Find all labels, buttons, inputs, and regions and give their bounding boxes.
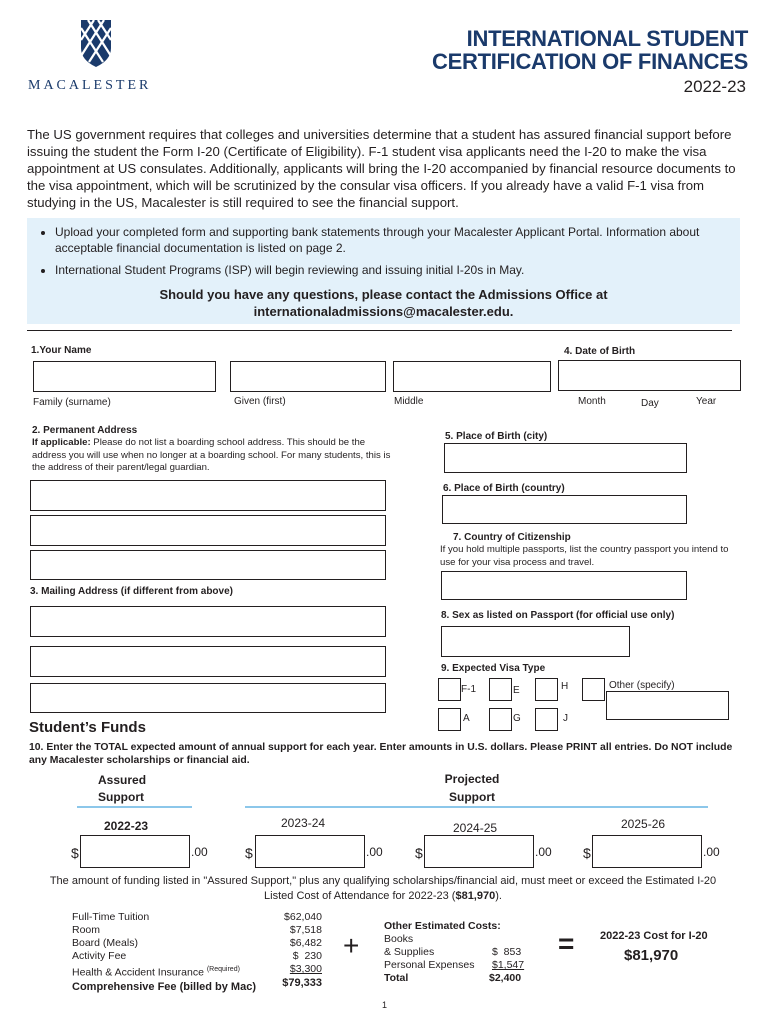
permanent-address-line-3[interactable] xyxy=(30,550,386,580)
visa-other-label: Other (specify) xyxy=(609,680,675,691)
contact-info xyxy=(27,286,740,320)
other-costs-total-amount: $2,400 xyxy=(489,972,522,984)
amount-input-2023-24[interactable] xyxy=(255,835,365,868)
cost-insurance-note: (Required) xyxy=(206,966,240,973)
visa-f1-checkbox[interactable] xyxy=(438,678,461,701)
amount-input-2024-25[interactable] xyxy=(424,835,534,868)
other-costs-personal: Personal Expenses xyxy=(384,959,475,971)
info-box xyxy=(27,218,740,324)
cost-tuition-label: Full-Time Tuition xyxy=(72,911,150,923)
amount-input-2022-23[interactable] xyxy=(80,835,190,868)
visa-e-label: E xyxy=(513,685,520,696)
citizenship-input[interactable] xyxy=(441,571,687,600)
cost-labels xyxy=(72,911,256,994)
funding-note-amount: $81,970 xyxy=(455,890,496,902)
other-costs-books: Books xyxy=(384,933,414,945)
cents-4: .00 xyxy=(703,845,720,859)
dob-heading: 4. Date of Birth xyxy=(564,346,636,357)
cost-insurance-amount: $3,300 xyxy=(289,963,322,975)
title-line-1: INTERNATIONAL STUDENT xyxy=(466,26,748,51)
year-label-4: 2025-26 xyxy=(621,817,666,831)
dob-input[interactable] xyxy=(558,360,741,391)
other-costs-books-amount: $ 853 xyxy=(492,946,522,958)
funding-note-pre: The amount of funding listed in "Assured Support," plus any qualifying scholarships/financial aid, must meet or exceed the Estimated I-20 Listed Cost of Attendance for 2022-23 ( xyxy=(49,875,717,902)
cost-room-amount: $7,518 xyxy=(289,924,322,936)
visa-a-checkbox[interactable] xyxy=(438,708,461,731)
currency-symbol-4: $ xyxy=(583,845,591,861)
cost-room-label: Room xyxy=(72,924,101,936)
citizenship-heading: 7. Country of Citizenship xyxy=(453,532,571,543)
assured-line-1: Assured xyxy=(98,773,147,787)
page-number: 1 xyxy=(382,1000,388,1010)
cost-activity-label: Activity Fee xyxy=(72,950,127,962)
year-label-3: 2024-25 xyxy=(453,821,498,835)
currency-symbol-2: $ xyxy=(245,845,253,861)
visa-j-checkbox[interactable] xyxy=(535,708,558,731)
given-name-label: Given (first) xyxy=(234,396,286,407)
dob-day-label: Day xyxy=(641,398,659,409)
funds-instruction: 10. Enter the TOTAL expected amount of annual support for each year. Enter amounts in U.S. dollars. Please PRINT all entries. Do NOT include any Macalester scholarships or financial aid. xyxy=(29,742,733,766)
amount-input-2025-26[interactable] xyxy=(592,835,702,868)
mailing-address-line-2[interactable] xyxy=(30,646,386,677)
logo xyxy=(28,18,168,98)
name-heading: 1.Your Name xyxy=(31,345,92,356)
contact-email: internationaladmissions@macalester.edu. xyxy=(253,304,514,319)
birth-country-input[interactable] xyxy=(442,495,687,524)
other-costs-heading: Other Estimated Costs: xyxy=(384,920,501,932)
info-bullet-upload: • Upload your completed form and supporting bank statements through your Macalester Applicant Portal. Information about acceptable financial documentation is listed on page 2. xyxy=(55,224,715,256)
visa-e-checkbox[interactable] xyxy=(489,678,512,701)
year-label-1: 2022-23 xyxy=(104,819,149,833)
equals-sign: = xyxy=(558,928,575,959)
comprehensive-fee-label: Comprehensive Fee (billed by Mac) xyxy=(72,980,256,993)
comprehensive-fee-amount: $79,333 xyxy=(282,977,322,989)
assured-line-2: Support xyxy=(98,790,144,804)
form-year: 2022-23 xyxy=(683,77,746,96)
title-line-2: CERTIFICATION OF FINANCES xyxy=(432,49,748,74)
family-name-label: Family (surname) xyxy=(33,397,111,408)
visa-a-label: A xyxy=(463,713,470,724)
permanent-address-note xyxy=(32,437,392,475)
mailing-address-line-3[interactable] xyxy=(30,683,386,713)
permanent-address-line-1[interactable] xyxy=(30,480,386,511)
birth-city-input[interactable] xyxy=(444,443,687,473)
cost-tuition-amount: $62,040 xyxy=(284,911,322,923)
birth-country-heading: 6. Place of Birth (country) xyxy=(443,483,565,494)
cost-activity-amount: $ 230 xyxy=(292,950,322,962)
funding-note-post: ). xyxy=(495,890,502,902)
intro-text: The US government requires that colleges and universities determine that a student has assured financial support before issuing the student the Form I-20 (Certificate of Eligibility). F-1 student visa applicants need the I-20 to make the visa appointment at US consulates. Additionally, applicants will bring the I-20 accompanied by financial resource documents to the visa appointment, which will be scrutinized by the consular visa officers. If you already have a valid F-1 visa from studying in the US, Macalester is still required to see the financial support. xyxy=(27,127,736,210)
dob-month-label: Month xyxy=(578,396,606,407)
cents-3: .00 xyxy=(535,845,552,859)
year-label-2: 2023-24 xyxy=(281,816,326,830)
visa-other-checkbox[interactable] xyxy=(582,678,605,701)
citizenship-note: If you hold multiple passports, list the country passport you intend to use for your visa process and travel. xyxy=(440,544,729,568)
assured-support-label xyxy=(98,772,146,806)
projected-support-label xyxy=(440,770,504,806)
i20-cost-amount: $81,970 xyxy=(624,947,679,964)
visa-j-label: J xyxy=(563,713,568,724)
other-costs-total-row xyxy=(384,972,529,985)
dob-year-label: Year xyxy=(696,396,717,407)
visa-g-checkbox[interactable] xyxy=(489,708,512,731)
funding-note xyxy=(38,874,728,904)
visa-g-label: G xyxy=(513,713,521,724)
other-costs xyxy=(384,920,529,985)
currency-symbol-3: $ xyxy=(415,845,423,861)
given-name-input[interactable] xyxy=(230,361,386,392)
divider xyxy=(27,330,732,331)
family-name-input[interactable] xyxy=(33,361,216,392)
other-costs-total: Total xyxy=(384,972,409,984)
cents-1: .00 xyxy=(191,845,208,859)
cost-board-amount: $6,482 xyxy=(289,937,322,949)
visa-f1-label: F-1 xyxy=(461,684,476,695)
cost-insurance-label: Health & Accident Insurance xyxy=(72,966,204,979)
i20-cost-label: 2022-23 Cost for I-20 xyxy=(600,930,708,942)
middle-name-input[interactable] xyxy=(393,361,551,392)
visa-h-label: H xyxy=(561,681,569,692)
contact-line-1: Should you have any questions, please contact the Admissions Office at xyxy=(159,287,608,302)
cost-insurance-row xyxy=(72,963,256,980)
logo-wordmark: MACALESTER xyxy=(28,78,152,93)
visa-h-checkbox[interactable] xyxy=(535,678,558,701)
cost-amounts xyxy=(272,911,322,990)
other-costs-personal-row xyxy=(384,959,529,972)
visa-heading: 9. Expected Visa Type xyxy=(441,663,546,674)
projected-line-2: Support xyxy=(449,790,495,804)
permanent-note-text: Please do not list a boarding school address. This should be the address you will use when no longer at a boarding school. For many students, this is the address of their parent/legal guardian. xyxy=(32,437,391,473)
visa-other-input[interactable] xyxy=(606,691,729,720)
permanent-address-heading: 2. Permanent Address xyxy=(32,425,138,436)
cents-2: .00 xyxy=(366,845,383,859)
sex-input[interactable] xyxy=(441,626,630,657)
projected-line-1: Projected xyxy=(444,772,500,786)
assured-underline xyxy=(77,806,192,808)
info-bullet-isp: • International Student Programs (ISP) will begin reviewing and issuing initial I-20s in May. xyxy=(55,262,715,278)
permanent-address-line-2[interactable] xyxy=(30,515,386,546)
sex-heading: 8. Sex as listed on Passport (for official use only) xyxy=(441,610,675,621)
other-costs-supplies: & Supplies xyxy=(384,946,435,958)
other-costs-heading-row xyxy=(384,920,529,946)
middle-name-label: Middle xyxy=(394,396,424,407)
other-costs-personal-amount: $1,547 xyxy=(492,959,525,971)
macalester-lattice-logo xyxy=(78,18,114,68)
page-title xyxy=(432,27,748,73)
other-costs-supplies-row xyxy=(384,946,529,959)
projected-underline xyxy=(245,806,708,808)
permanent-note-bold: If applicable: xyxy=(32,437,91,448)
mailing-address-heading: 3. Mailing Address (if different from above) xyxy=(30,586,233,597)
funds-heading: Student’s Funds xyxy=(29,719,146,736)
birth-city-heading: 5. Place of Birth (city) xyxy=(445,431,548,442)
mailing-address-line-1[interactable] xyxy=(30,606,386,637)
cost-board-label: Board (Meals) xyxy=(72,937,138,949)
plus-sign: + xyxy=(343,930,360,961)
currency-symbol-1: $ xyxy=(71,845,79,861)
